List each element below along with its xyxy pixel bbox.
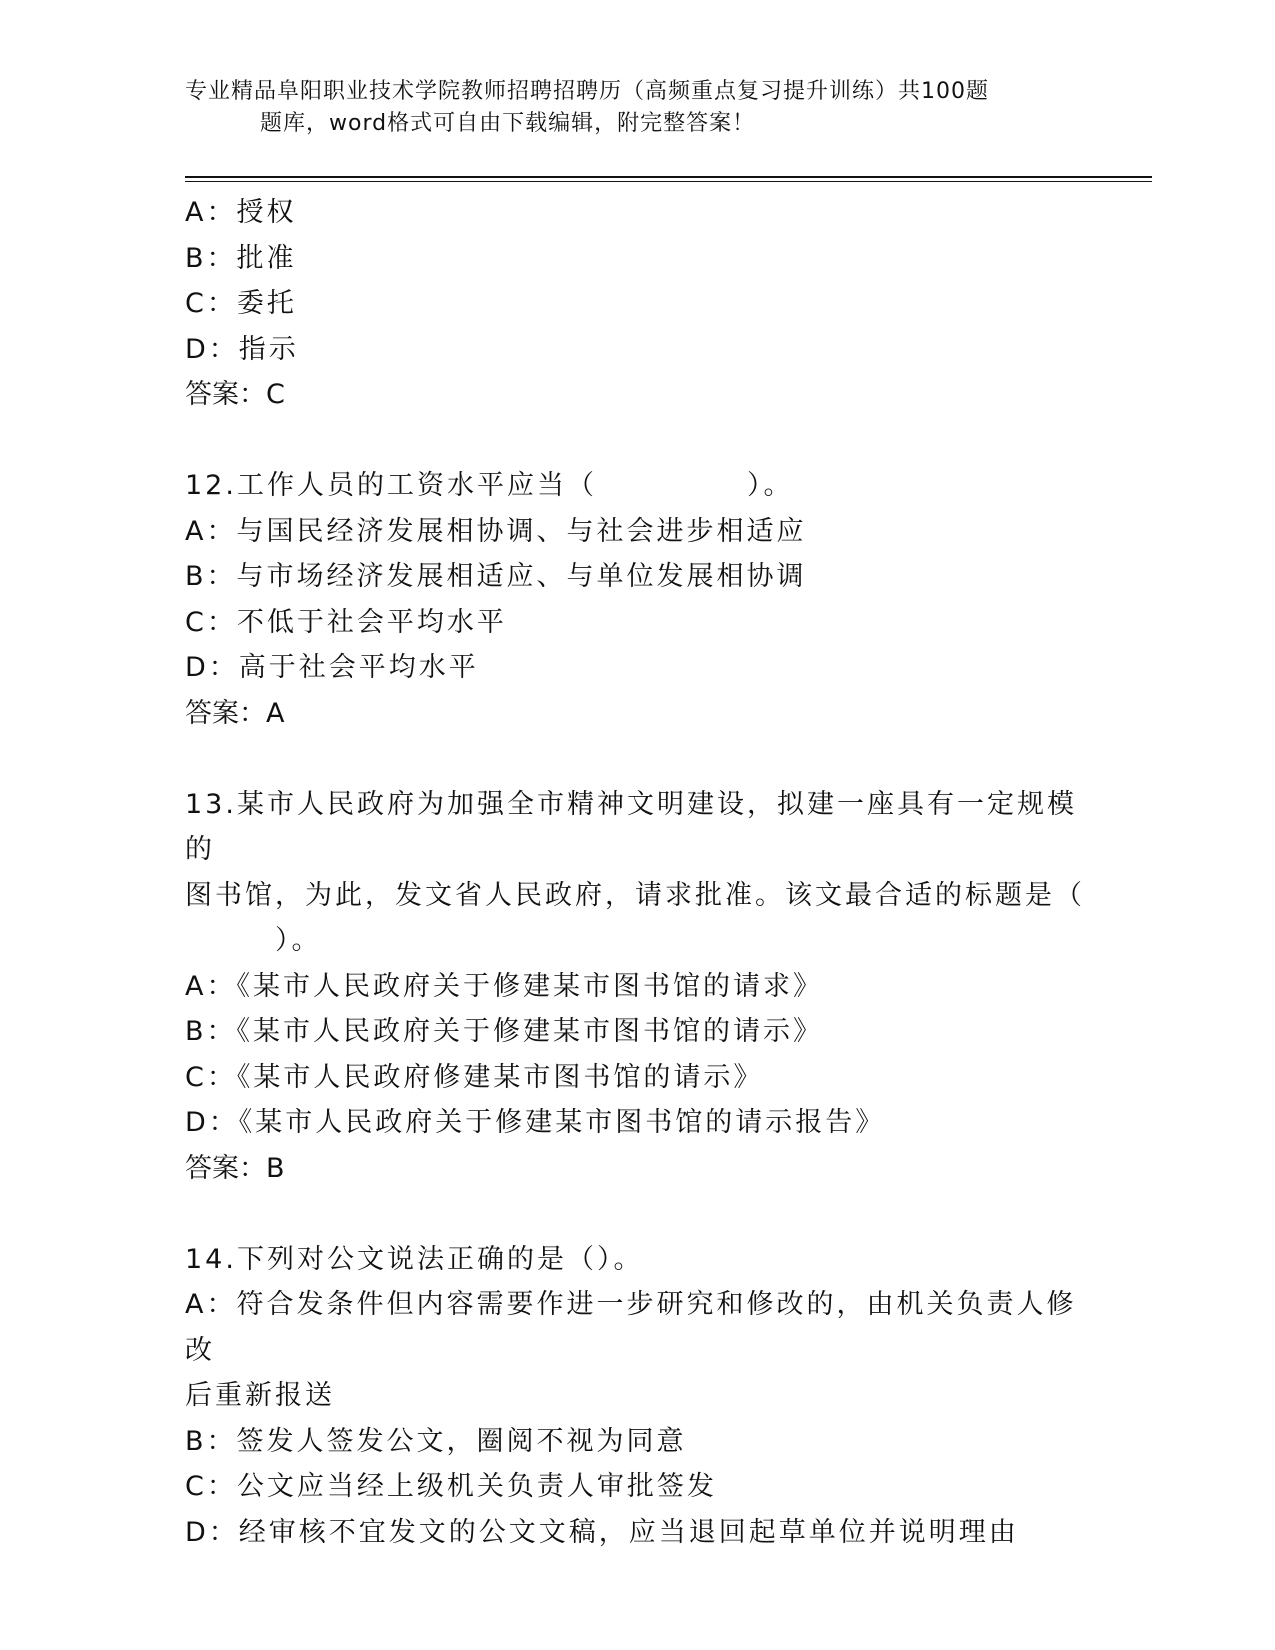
option-a: A：与国民经济发展相协调、与社会进步相适应 — [185, 515, 807, 547]
answer: 答案：B — [185, 1152, 285, 1184]
question-content — [185, 190, 1085, 1555]
document-header — [185, 76, 1055, 140]
question-stem: 13.某市人民政府为加强全市精神文明建设，拟建一座具有一定规模的 — [185, 788, 1077, 865]
header-rule-thick — [185, 176, 1152, 178]
option-b: B：与市场经济发展相适应、与单位发展相协调 — [185, 561, 807, 592]
option-d: D：《某市人民政府关于修建某市图书馆的请示报告》 — [185, 1107, 886, 1138]
option-a: A：授权 — [185, 197, 297, 228]
header-rule-thin — [185, 181, 1152, 182]
option-b: B：签发人签发公文，圈阅不视为同意 — [185, 1425, 687, 1457]
option-b: B：批准 — [185, 242, 297, 274]
option-c: C：委托 — [185, 288, 297, 319]
header-title-line2: 题库，word格式可自由下载编辑，附完整答案！ — [260, 111, 756, 136]
option-d: D：指示 — [185, 333, 299, 365]
option-d: D：高于社会平均水平 — [185, 652, 479, 683]
question-stem: 14.下列对公文说法正确的是（）。 — [185, 1243, 644, 1275]
option-c: C：《某市人民政府修建某市图书馆的请示》 — [185, 1061, 764, 1093]
header-title-line1: 专业精品阜阳职业技术学院教师招聘招聘历（高频重点复习提升训练）共100题 — [185, 79, 989, 104]
answer: 答案：A — [185, 697, 285, 729]
option-c: C：公文应当经上级机关负责人审批签发 — [185, 1471, 717, 1502]
option-b: B：《某市人民政府关于修建某市图书馆的请示》 — [185, 1016, 824, 1047]
option-d: D：经审核不宜发文的公文文稿，应当退回起草单位并说明理由 — [185, 1516, 1019, 1548]
question-stem-cont: ）。 — [185, 925, 322, 956]
option-a-cont: 后重新报送 — [185, 1380, 335, 1411]
option-c: C：不低于社会平均水平 — [185, 606, 507, 638]
option-a: A：《某市人民政府关于修建某市图书馆的请求》 — [185, 970, 823, 1002]
question-stem-cont: 图书馆，为此，发文省人民政府，请求批准。该文最合适的标题是（ — [185, 879, 1085, 911]
option-a: A：符合发条件但内容需要作进一步研究和修改的，由机关负责人修改 — [185, 1289, 1077, 1366]
answer: 答案：C — [185, 379, 285, 410]
question-stem: 12.工作人员的工资水平应当（ ）。 — [185, 470, 794, 501]
